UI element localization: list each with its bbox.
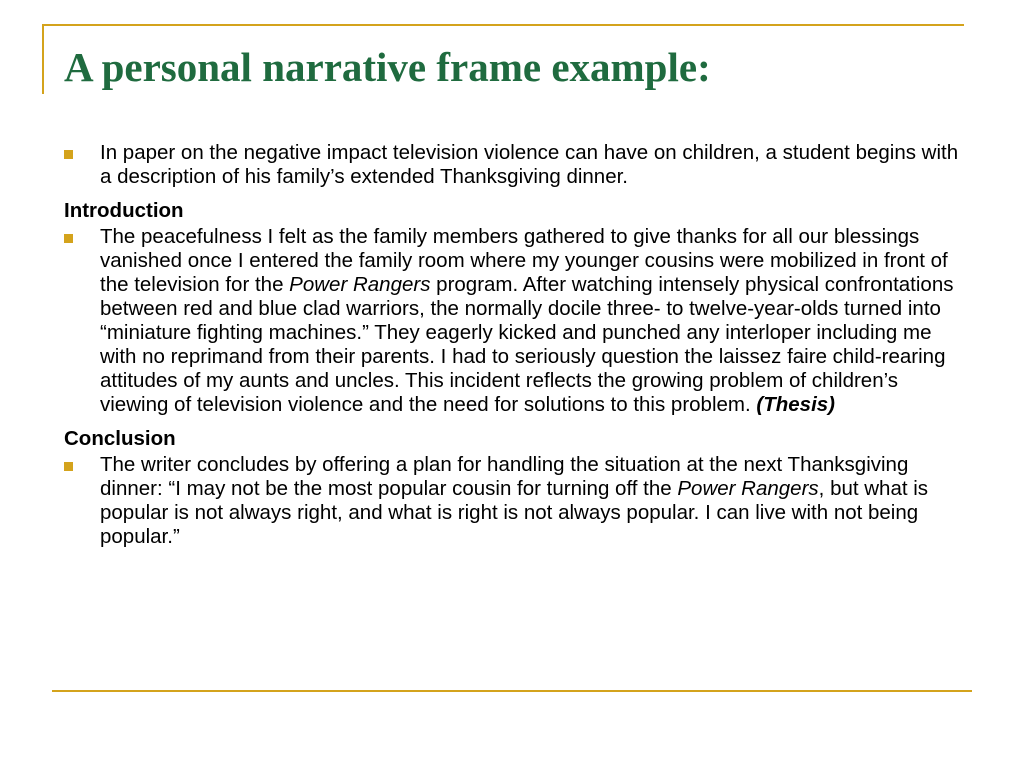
square-bullet-icon bbox=[64, 462, 73, 471]
frame-bottom-line bbox=[52, 690, 972, 692]
introduction-text bbox=[100, 225, 964, 417]
conclusion-text-part2: , but what is popular is not always right, and what is right is not always popular. I can live with not being popular.” bbox=[100, 477, 929, 548]
frame-top-line bbox=[42, 24, 964, 26]
square-bullet-icon bbox=[64, 150, 73, 159]
thesis-label: (Thesis) bbox=[756, 393, 835, 416]
conclusion-text bbox=[100, 453, 964, 549]
introduction-text-part2: program. After watching intensely physical confrontations between red and blue clad warriors, the normally docile three- to twelve-year-olds turned into “miniature fighting machines.” They eagerly kicked and punched any interloper including me with no reprimand from their parents. I had to seriously question the laissez faire child-rearing attitudes of my aunts and uncles. This incident reflects the growing problem of children’s viewing of television violence and the need for solutions to this problem. bbox=[100, 273, 954, 416]
introduction-text-part1: The peacefulness I felt as the family members gathered to give thanks for all our blessings vanished once I entered the family room where my younger cousins were mobilized in front of the television for the bbox=[100, 225, 948, 296]
slide-content bbox=[64, 141, 964, 549]
conclusion-italic-title: Power Rangers bbox=[677, 477, 819, 500]
frame-left-line bbox=[42, 24, 44, 94]
introduction-heading: Introduction bbox=[64, 199, 184, 222]
square-bullet-icon bbox=[64, 234, 73, 243]
bullet-item-introduction bbox=[64, 225, 964, 417]
bullet-item-conclusion bbox=[64, 453, 964, 549]
slide-title: A personal narrative frame example: bbox=[64, 44, 711, 90]
conclusion-text-part1: The writer concludes by offering a plan for handling the situation at the next Thanksgiving dinner: “I may not be the most popular cousin for turning off the bbox=[100, 453, 909, 500]
bullet-text: In paper on the negative impact television violence can have on children, a student begins with a description of his family’s extended Thanksgiving dinner. bbox=[100, 141, 959, 188]
introduction-italic-title: Power Rangers bbox=[289, 273, 431, 296]
conclusion-heading: Conclusion bbox=[64, 427, 176, 450]
bullet-item-overview bbox=[64, 141, 964, 189]
